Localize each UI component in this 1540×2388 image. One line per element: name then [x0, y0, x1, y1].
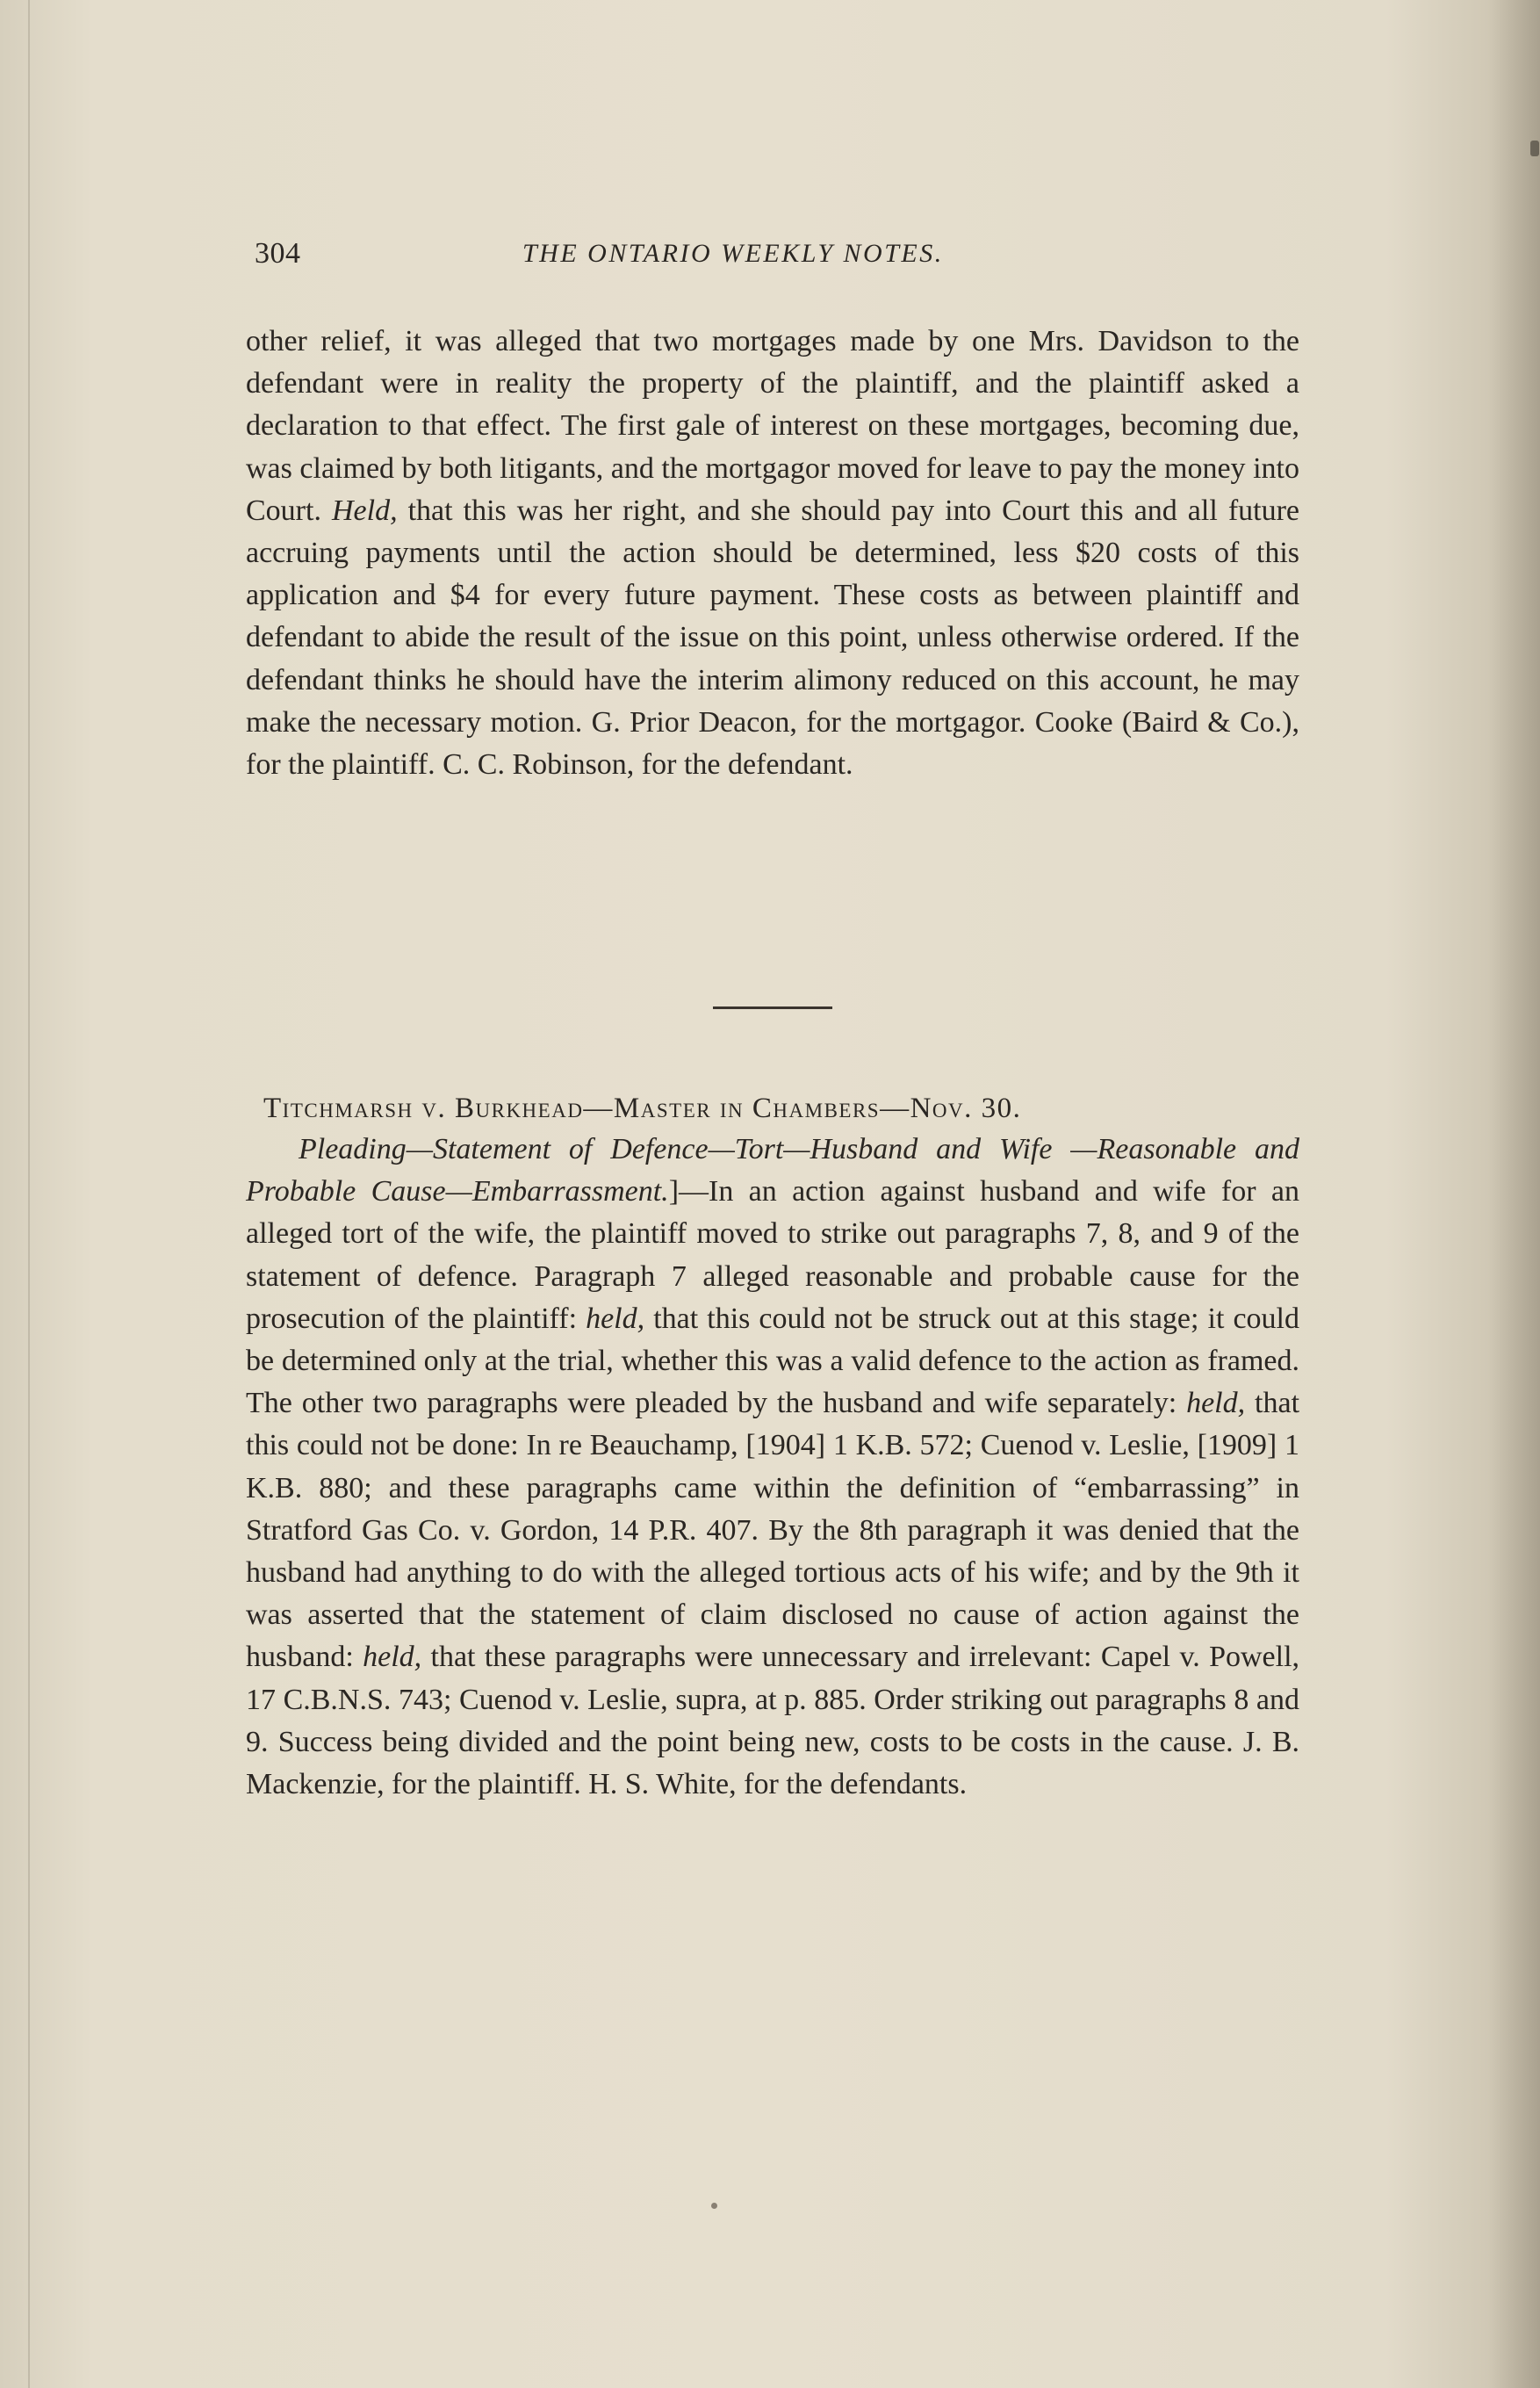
held-label: held,	[1186, 1387, 1246, 1420]
case-title: Titchmarsh v. Burkhead—Master in Chambers—Nov. 30.	[263, 1093, 1022, 1124]
page-edge-shadow	[1487, 0, 1540, 2388]
held-label: Held,	[331, 494, 398, 527]
paragraph-text: that this was her right, and she should pay into Court this and all future accruing payments until the action should be determined, less $20 costs of this application and $4 for every future payment. These costs as between plaintiff and defendant to abide the result of the issue on this point, unless otherwise ordered. If the defendant thinks he should have the interim alimony reduced on this account, he may make the necessary motion. G. Prior Deacon, for the mortgagor. Cooke (Baird & Co.), for the plaintiff. C. C. Robinson, for the defendant.	[246, 494, 1300, 782]
running-head: THE ONTARIO WEEKLY NOTES.	[522, 239, 944, 268]
case-paragraph	[246, 1129, 1299, 1806]
paragraph-text: that these paragraphs were unnecessary and irrelevant: Capel v. Powell, 17 C.B.N.S. 743; Cuenod v. Leslie, supra, at p. 885. Order striking out paragraphs 8 and 9. Success being divided and the point being new, costs to be costs in the cause. J. B. Mackenzie, for the plaintiff. H. S. White, for the defendants.	[246, 1641, 1300, 1801]
case-body	[246, 1129, 1299, 1806]
section-divider	[713, 1006, 832, 1009]
paragraph-text: that this could not be struck out at this stage; it could be determined only at the trial, whether this was a valid defence to the action as framed. The other two paragraphs were pleaded by the husband and wife separately:	[246, 1302, 1299, 1420]
paragraph-text: ]—In an action against husband and wife for an alleged tort of the wife, the plaintiff moved to strike out paragraphs 7, 8, and 9 of the statement of defence. Paragraph 7 alleged reasonable and probable cause for the prosecution of the plaintiff:	[246, 1175, 1299, 1335]
page-header	[255, 237, 1291, 281]
paragraph-text: other relief, it was alleged that two mortgages made by one Mrs. Davidson to the defendant were in reality the property of the plaintiff, and the plaintiff asked a declaration to that effect. The first gale of interest on these mortgages, becoming due, was claimed by both litigants, and the mortgagor moved for leave to pay the money into Court.	[246, 325, 1299, 527]
page-left-fold-line	[28, 0, 30, 2388]
headnote: Pleading—Statement of Defence—Tort—Husband and Wife —Reasonable and Probable Cause—Embarrassment.	[246, 1133, 1299, 1208]
paragraph-text: that this could not be done: In re Beauchamp, [1904] 1 K.B. 572; Cuenod v. Leslie, [1909] 1 K.B. 880; and these paragraphs came within the definition of “embarrassing” in Stratford Gas Co. v. Gordon, 14 P.R. 407. By the 8th paragraph it was denied that the husband had anything to do with the alleged tortious acts of his wife; and by the 9th it was asserted that the statement of claim disclosed no cause of action against the husband:	[246, 1387, 1300, 1674]
held-label: held,	[363, 1641, 422, 1674]
ink-speck	[1530, 141, 1539, 156]
paragraph-continued	[246, 321, 1299, 786]
held-label: held,	[586, 1302, 645, 1335]
ink-speck	[711, 2203, 717, 2209]
page-number: 304	[255, 237, 301, 270]
